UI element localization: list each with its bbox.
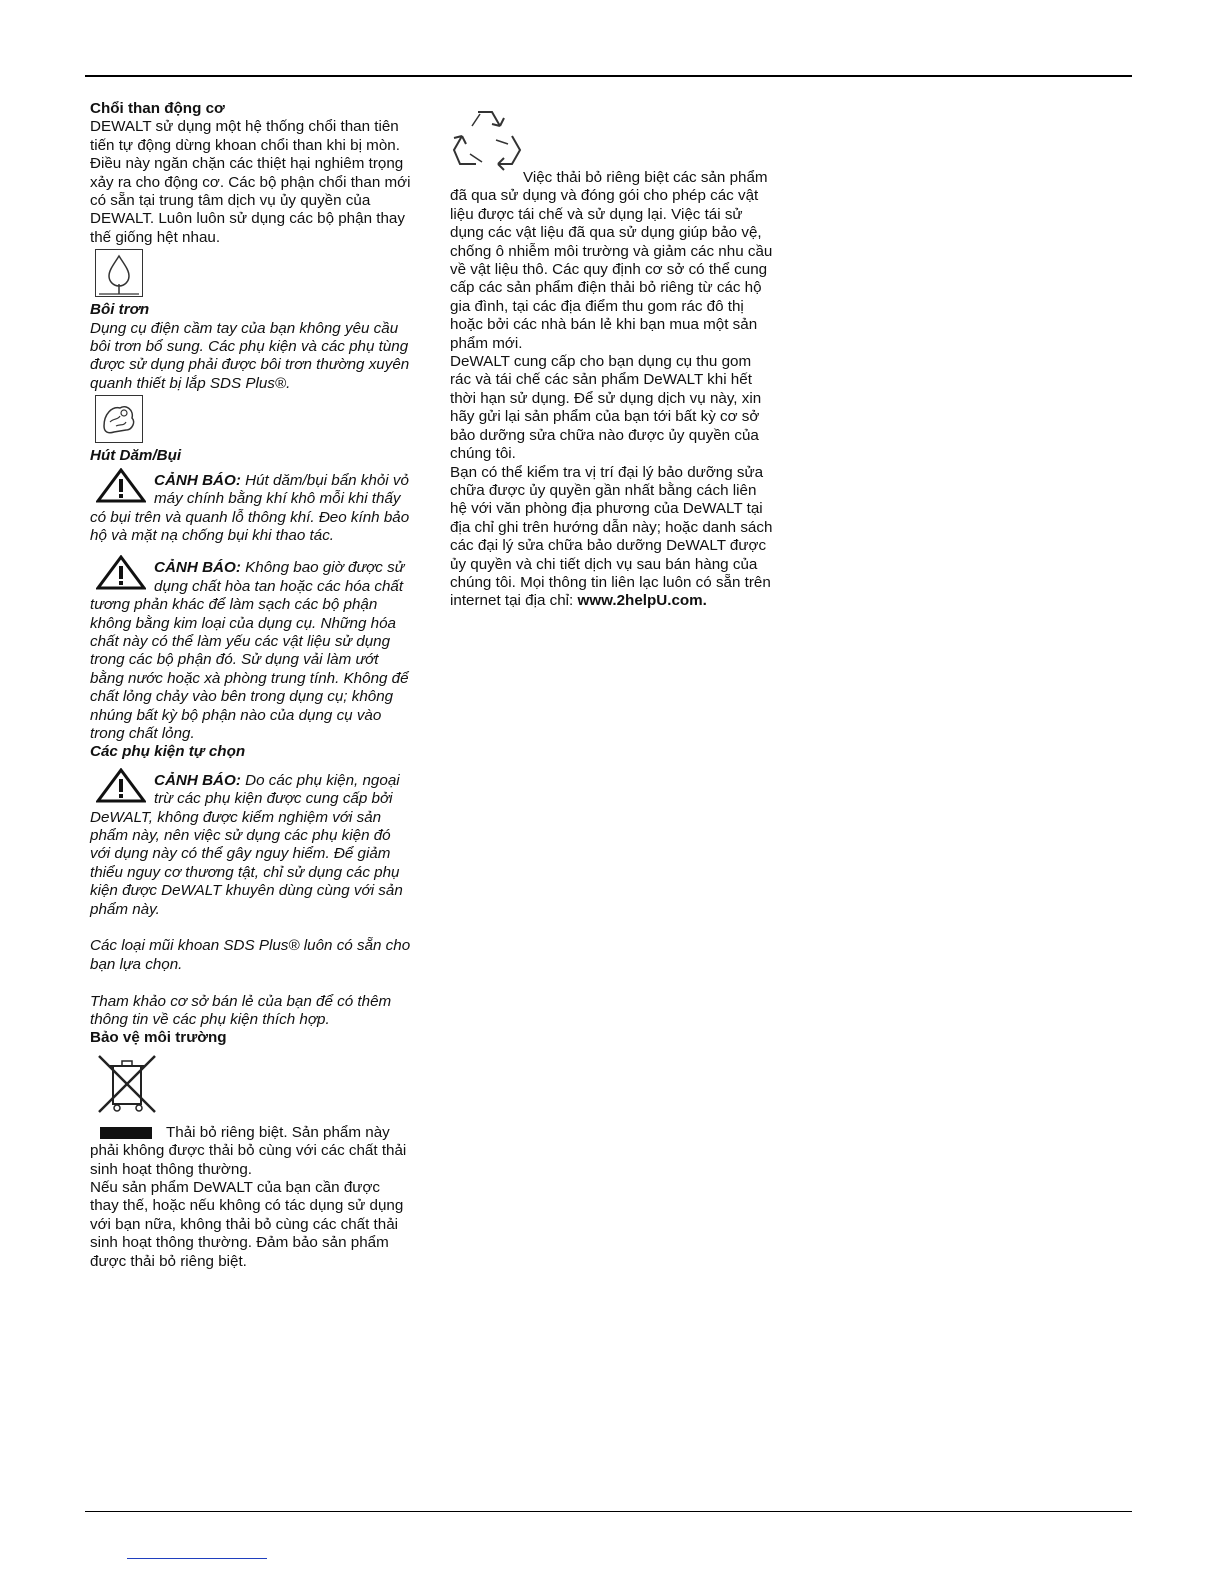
left-column <box>90 100 412 1271</box>
service-body: Bạn có thể kiểm tra vị trí đại lý bảo dưỡng sửa chữa được ủy quyền gần nhất bằng cách liên hệ với văn phòng địa phương của DeWALT tại địa chỉ ghi trên hướng dẫn này; hoặc danh sách các đại lý sửa chữa bảo dưỡng DeWALT được ủy quyền và chi tiết dịch vụ sau bán hàng của chúng tôi. Mọi thông tin liên lạc luôn có sẵn trên internet tại địa chỉ: <box>450 463 773 610</box>
separate-collection-bar-icon <box>100 1127 152 1139</box>
warning-label: CẢNH BÁO: <box>154 771 241 789</box>
cleaning-hand-icon <box>95 395 143 443</box>
recycle-icon <box>450 104 525 179</box>
dust-heading: Hút Dăm/Bụi <box>90 447 182 465</box>
warning-accessories <box>90 772 412 919</box>
website-link[interactable]: www.2helpU.com. <box>577 592 707 610</box>
separate-disposal-body: Thải bỏ riêng biệt. Sản phẩm này phải không được thải bỏ cùng với các chất thải sinh hoạt thông thường. <box>90 1123 407 1178</box>
warning-triangle-icon <box>96 768 146 804</box>
warning-label: CẢNH BÁO: <box>154 559 241 577</box>
right-column <box>450 104 775 611</box>
footer-rule <box>85 1511 1132 1512</box>
warning-accessories-body: Do các phụ kiện, ngoại trừ các phụ kiện được cung cấp bởi DeWALT, không được kiểm nghiệm với sản phẩm này, nên việc sử dụng các phụ kiện đó với dụng này có thể gây nguy hiểm. Để giảm thiểu nguy cơ thương tật, chỉ sử dụng các phụ kiện được DeWALT khuyên dùng cùng với sản phẩm này. <box>90 771 403 918</box>
accessories-drill-bits: Các loại mũi khoan SDS Plus® luôn có sẵn cho bạn lựa chọn. <box>90 937 411 973</box>
accessories-retailer: Tham khảo cơ sở bán lẻ của bạn để có thêm thông tin về các phụ kiện thích hợp. <box>90 992 392 1029</box>
motor-brushes-heading: Chổi than động cơ <box>90 100 225 117</box>
collection-body: DeWALT cung cấp cho bạn dụng cụ thu gom rác và tái chế các sản phẩm DeWALT khi hết thời hạn sử dụng. Để sử dụng dịch vụ này, xin hãy gửi lại sản phẩm của bạn tới bất kỳ cơ sở bảo dưỡng sửa chữa nào được ủy quyền của chúng tôi. <box>450 353 762 463</box>
replace-body: Nếu sản phẩm DeWALT của bạn cần được thay thế, hoặc nếu không có tác dụng sử dụng với bạn nữa, không thải bỏ cùng các chất thải sinh hoạt thông thường. Đảm bảo sản phẩm được thải bỏ riêng biệt. <box>90 1179 404 1270</box>
motor-brushes-body: DEWALT sử dụng một hệ thống chổi than tiên tiến tự động dừng khoan chổi than khi bị mòn. Điều này ngăn chặn các thiệt hại nghiêm trọng xảy ra cho động cơ. Các bộ phận chổi than mới có sẵn tại trung tâm dịch vụ ủy quyền của DEWALT. Luôn luôn sử dụng các bộ phận thay thế giống hệt nhau. <box>90 118 411 246</box>
accessories-heading: Các phụ kiện tự chọn <box>90 743 246 761</box>
warning-dust-body: Hút dăm/bụi bẩn khỏi vỏ máy chính bằng khí khô mỗi khi thấy có bụi trên và quanh lỗ thông khí. Đeo kính bảo hộ và mặt nạ chống bụi khi thao tác. <box>90 471 410 544</box>
warning-solvents <box>90 559 412 743</box>
warning-label: CẢNH BÁO: <box>154 471 241 489</box>
recycle-body: Việc thải bỏ riêng biệt các sản phẩm đã qua sử dụng và đóng gói cho phép các vật liệu được tái chế và sử dụng lại. Việc tái sử dụng các vật liệu đã qua sử dụng giúp bảo vệ, chống ô nhiễm môi trường và giảm các nhu cầu về vật liệu thô. Các quy định cơ sở có thể cung cấp các sản phẩm điện thải bỏ riêng từ các hộ gia đình, tại các địa điểm thu gom rác đô thị hoặc bởi các nhà bán lẻ khi bạn mua một sản phẩm mới. <box>450 169 773 352</box>
environment-heading: Bảo vệ môi trường <box>90 1029 227 1047</box>
footer-underline <box>127 1558 267 1559</box>
warning-triangle-icon <box>96 468 146 504</box>
warning-dust <box>90 472 412 546</box>
header-rule <box>85 75 1132 77</box>
lubrication-heading: Bôi trơn <box>90 301 150 319</box>
crossed-bin-icon <box>95 1052 159 1116</box>
warning-solvents-body: Không bao giờ được sử dụng chất hòa tan hoặc các hóa chất tương phản khác để làm sạch các bộ phận không bằng kim loại của dụng cụ. Những hóa chất này có thể làm yếu các vật liệu sử dụng trong các bộ phận đó. Sử dụng vải làm ướt bằng nước hoặc xà phòng trung tính. Không để chất lỏng chảy vào bên trong dụng cụ; không nhúng bất kỳ bộ phận nào của dụng cụ vào trong chất lỏng. <box>90 559 409 742</box>
lubrication-body: Dụng cụ điện cầm tay của bạn không yêu cầu bôi trơn bổ sung. Các phụ kiện và các phụ tùng được sử dụng phải được bôi trơn thường xuyên quanh thiết bị lắp SDS Plus®. <box>90 319 410 392</box>
warning-triangle-icon <box>96 555 146 591</box>
lubrication-drop-icon <box>95 249 143 297</box>
